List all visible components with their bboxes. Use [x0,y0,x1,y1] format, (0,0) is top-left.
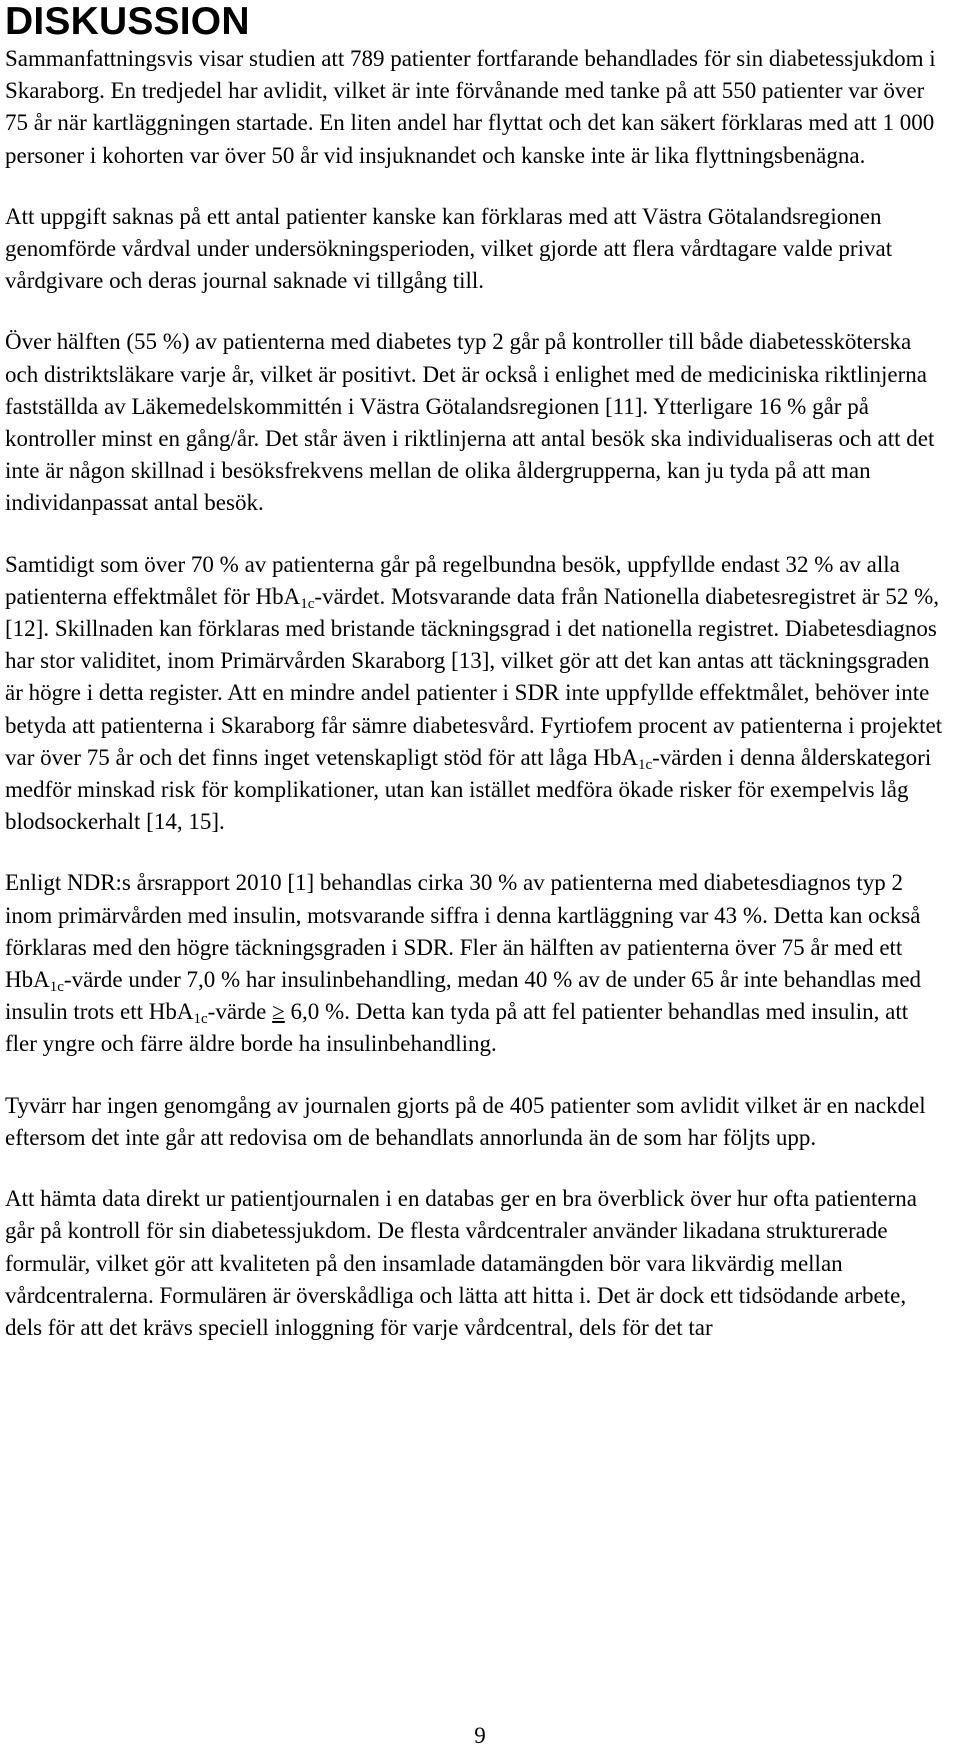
paragraph-2 [5,201,945,298]
paragraph-4-text-a: Samtidigt som över 70 % av patienterna går på regelbundna besök, uppfyllde endast 32 % av alla patienterna effektmålet för HbA [5,551,900,609]
paragraph-1-text-b: En liten andel har flyttat och det kan säkert förklaras med att 1 000 personer i kohorten var över 50 år vid insjuknandet och kanske inte är lika flyttningsbenägna. [5,110,935,168]
hba1c-subscript: 1c [637,756,653,773]
paragraph-6-text: Tyvärr har ingen genomgång av journalen gjorts på de 405 patienter som avlidit vilket är en nackdel eftersom det inte går att redovisa om de behandlats annorlunda än de som har följts upp. [5,1092,926,1150]
paragraph-3-text-c: Det står även i riktlinjerna att antal besök ska individualiseras och att det inte är någon skillnad i besöksfrekvens mellan de olika åldergrupperna, kan ju tyda på att man individanpassat antal besök. [5,426,935,516]
paragraph-1 [5,43,945,172]
paragraph-5-text-c: -värde [207,999,273,1025]
paragraph-7-text: Att hämta data direkt ur patientjournalen i en databas ger en bra överblick över hur ofta patienterna går på kontroll för sin diabetessjukdom. De flesta vårdcentraler använder likadana strukturerade formulär, vilket gör att kvaliteten på den insamlade datamängden bör vara likvärdig mellan vårdcentralerna. Formulären är överskådliga och lätta att hitta i. Det är dock ett tidsödande arbete, dels för att det krävs speciell inloggning för varje vårdcentral, dels för det tar [5,1186,917,1340]
paragraph-5-text-d: 6,0 %. Detta kan tyda på att fel patienter behandlas med insulin, att fler yngre och färre äldre borde ha insulinbehandling. [5,999,909,1057]
hba1c-subscript: 1c [193,1011,208,1028]
paragraph-3 [5,326,945,519]
paragraph-1-text-a: Sammanfattningsvis visar studien att 789 patienter fortfarande behandlades för sin diabetessjukdom i Skaraborg. En tredjedel har avlidit, vilket är inte förvånande med tanke på att 550 patienter var över 75 år när kartläggningen startade. [5,46,936,136]
page-number: 9 [474,1723,486,1748]
paragraph-5-text-a: Enligt NDR:s årsrapport 2010 [1] behandlas cirka 30 % av patienterna med diabetesdiagnos typ 2 inom primärvården med insulin, motsvarande siffra i denna kartläggning var 43 %. Detta kan också förklaras med den högre täckningsgraden i SDR. Fler än hälften av patienterna över 75 år med ett HbA [5,870,921,993]
section-heading: DISKUSSION [5,0,250,43]
paragraph-7 [5,1183,945,1344]
paragraph-3-text-a: Över hälften (55 %) av patienterna med diabetes typ 2 går på kontroller till både diabetessköterska och distriktsläkare varje år, vilket är positivt. [5,329,912,387]
paragraph-3-text-b: Det är också i enlighet med de mediciniska riktlinjerna fastställda av Läkemedelskommittén i Västra Götalandsregionen [11]. Ytterligare 16 % går på kontroller minst en gång/år. [5,361,927,452]
hba1c-subscript: 1c [300,595,315,612]
paragraph-5-text-b: -värde under 7,0 % har insulinbehandling, medan 40 % av de under 65 år inte behandlas med insulin trots ett HbA [5,967,922,1025]
document-page [5,0,945,1344]
hba1c-subscript: 1c [49,979,64,996]
paragraph-2-text: Att uppgift saknas på ett antal patienter kanske kan förklaras med att Västra Götalandsregionen genomförde vårdval under undersökningsperioden, vilket gjorde att flera vårdtagare valde privat vårdgivare och deras journal saknade vi tillgång till. [5,203,893,294]
paragraph-5 [5,867,945,1060]
paragraph-6 [5,1090,945,1154]
paragraph-4-text-c: -värden i denna ålderskategori medför minskad risk för komplikationer, utan kan istället medföra ökade risker för exempelvis låg blodsockerhalt [14, 15]. [5,744,932,835]
greater-equal-symbol: ≥ [272,999,285,1025]
paragraph-4 [5,549,945,839]
paragraph-4-text-b: -värdet. Motsvarande data från Nationella diabetesregistret är 52 %, [12]. Skillnaden kan förklaras med bristande täckningsgrad i det nationella registret. Diabetesdiagnos har stor validitet, inom Primärvården Skaraborg [13], vilket gör att det kan antas att täckningsgraden är högre i detta register. Att en mindre andel patienter i SDR inte uppfyllde effektmålet, behöver inte betyda att patienterna i Skaraborg får sämre diabetesvård. Fyrtiofem procent av patienterna i projektet var över 75 år och det finns inget vetenskapligt stöd för att låga HbA [5,583,943,770]
